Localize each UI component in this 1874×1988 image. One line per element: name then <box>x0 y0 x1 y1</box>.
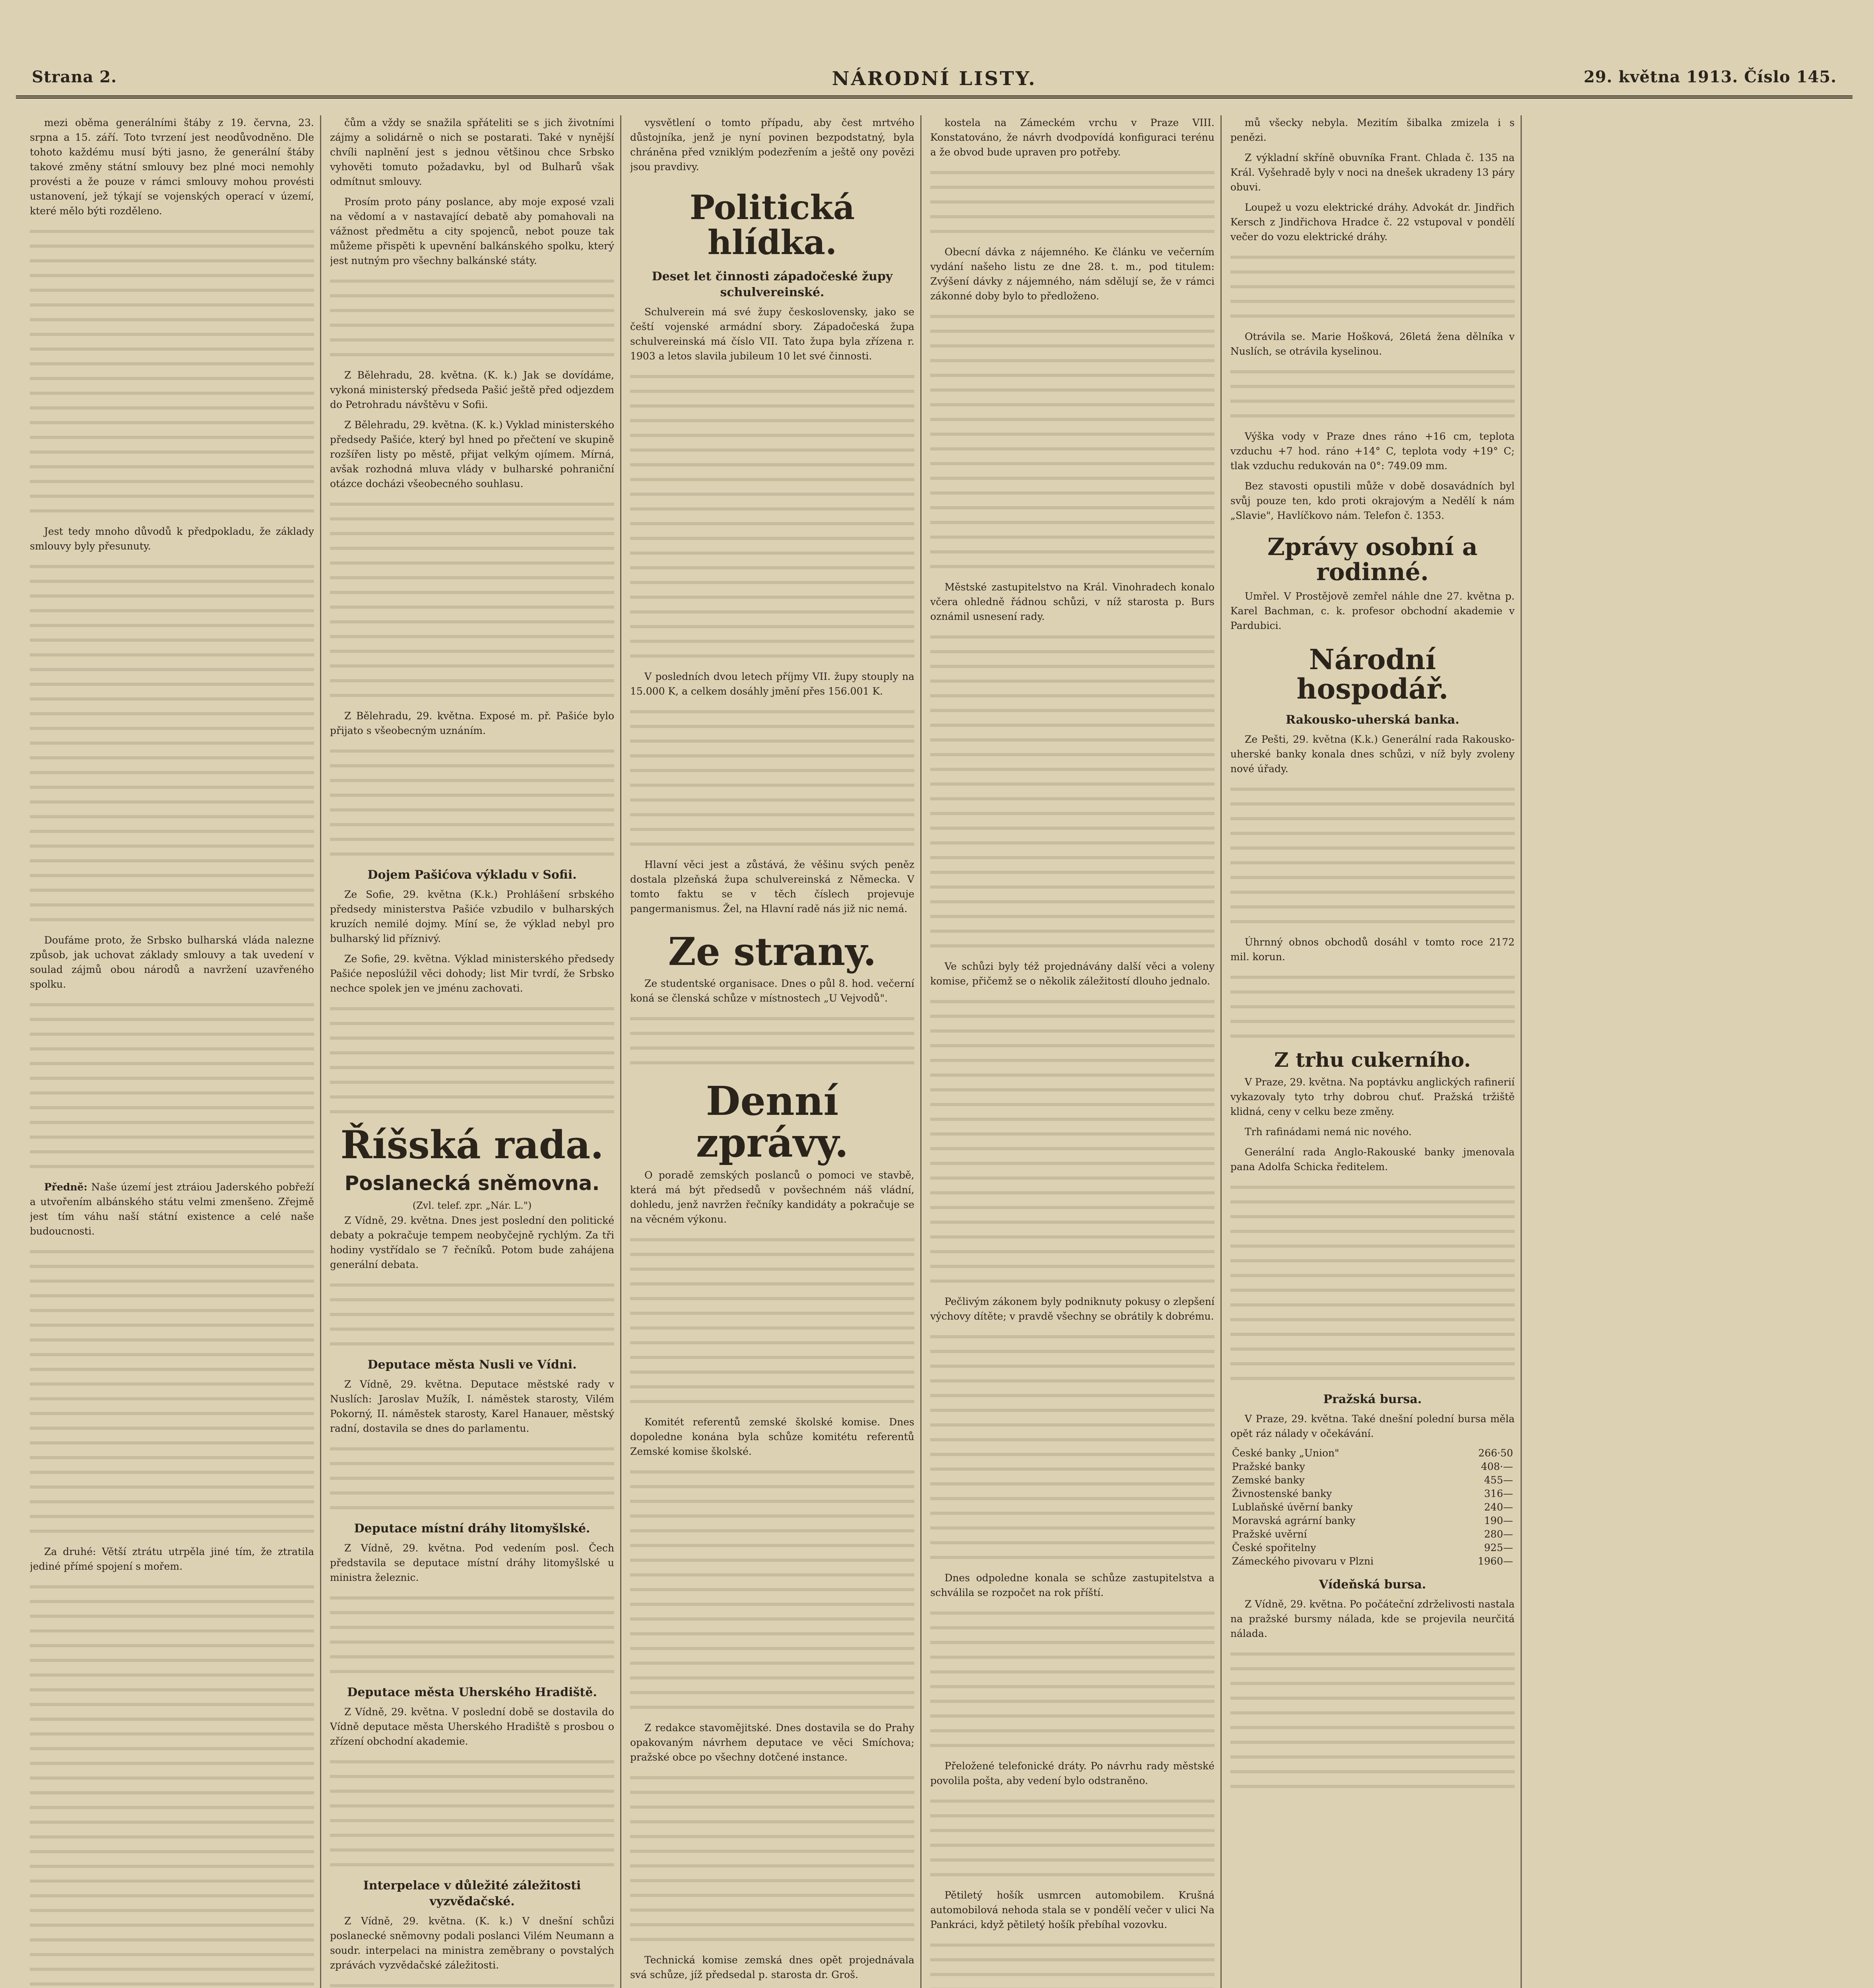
column-4 <box>930 115 1214 1988</box>
article-paragraph: Otrávila se. Marie Hošková, 26letá žena dělníka v Nuslích, se otrávila kyselinou. <box>1230 331 1515 357</box>
article-paragraph: Dnes odpoledne konala se schůze zastupitelstva a schválila se rozpočet na rok příští. <box>930 1572 1214 1598</box>
article-paragraph: Z výkladní skříně obuvníka Frant. Chlada č. 135 na Král. Vyšehradě byly v noci na dnešek ukradeny 13 páry obuvi. <box>1230 152 1515 193</box>
text-lines <box>930 1000 1214 1283</box>
text-lines <box>330 280 614 356</box>
column-2 <box>330 115 614 1988</box>
article-paragraph: Generální rada Anglo-Rakouské banky jmenovala pana Adolfa Schicka ředitelem. <box>1230 1146 1515 1173</box>
masthead <box>16 60 1853 99</box>
section-note: (Zvl. telef. zpr. „Nár. L.") <box>412 1200 532 1211</box>
article-paragraph: Ze Sofie, 29. května. Výklad ministerského předsedy Pašiće neposlúžil věci dohody; list Mir tvrdí, že Srbsko nechce spolek jen ve jménu zachovati. <box>330 953 614 994</box>
text-lines <box>1230 788 1515 923</box>
text-lines <box>1230 1652 1515 1788</box>
article-paragraph: Ze Sofie, 29. května (K.k.) Prohlášení srbského předsedy ministerstva Pašiće vzbudilo v bulharských kruzích nemilé dojmy. Míní se, že výklad nebyl pro bulharský lid příznivý. <box>330 889 614 944</box>
article-paragraph: Pečlivým zákonem byly podniknuty pokusy o zlepšení výchovy dítěte; v pravdě všechny se obrátily k dobrému. <box>930 1296 1214 1322</box>
text-lines <box>30 1250 314 1533</box>
table-row <box>1230 1487 1515 1501</box>
section-heading: Deputace města Nusli ve Vídni. <box>367 1357 577 1372</box>
text-lines <box>1230 976 1515 1038</box>
text-lines <box>30 1585 314 1986</box>
stock-value: 266·50 <box>1478 1447 1513 1459</box>
article-paragraph: Pětiletý hošík usmrcen automobilem. Krušná automobilová nehoda stala se v pondělí večer v ulici Na Pankráci, když pětiletý hošík přebíhal vozovku. <box>930 1889 1214 1930</box>
column-rule <box>920 115 921 1988</box>
column-rule <box>320 115 321 1988</box>
section-heading: Deputace místní dráhy litomyšlské. <box>354 1521 590 1536</box>
article-paragraph: O poradě zemských poslanců o pomoci ve stavbě, která má být předsedů v povšechném náš vládní, dohledu, jenž navržen řečníky kandidáty a pokračuje se na věcném výkonu. <box>630 1169 914 1225</box>
stock-name: České banky „Union" <box>1232 1447 1339 1459</box>
text-lines <box>330 1447 614 1509</box>
article-paragraph: V Praze, 29. května. Na poptávku anglických rafinerií vykazovaly tyto trhy dobrou chuť. Pražská tržiště klidná, ceny v celku beze změny. <box>1230 1076 1515 1117</box>
text-lines <box>30 1003 314 1168</box>
article-paragraph: čům a vždy se snažila spřáteliti se s jich životními zájmy a solidárně o nich se postarati. Také v nynější chvíli naplnění jest s jednou většinou chce Srbsko vyhověti tomuto požadavku, byl od Bulharů však odmítnut smlouvy. <box>330 117 614 187</box>
paragraph-lead: Předně: <box>44 1181 87 1193</box>
text-lines <box>930 1800 1214 1876</box>
newspaper-title: NÁRODNÍ LISTY. <box>832 68 1037 90</box>
text-lines <box>330 749 614 856</box>
article-paragraph: Z Vídně, 29. května. V poslední době se dostavila do Vídně deputace města Uherského Hradiště s prosbou o zřízení obchodní akademie. <box>330 1706 614 1747</box>
text-lines <box>330 503 614 697</box>
text-lines <box>630 1470 914 1709</box>
issue-date: 29. května 1913. Číslo 145. <box>1583 68 1837 86</box>
section-heading: Deputace města Uherského Hradiště. <box>347 1685 597 1699</box>
text-lines <box>630 1776 914 1941</box>
article-paragraph: Z Vídně, 29. května. Dnes jest poslední den politické debaty a pokračuje tempem neobyčejně rychlým. Za tři hodiny vystřídalo se 7 řečníků. Potom bude zahájena generální debata. <box>330 1214 614 1270</box>
section-heading: Deset let činnosti západočeské župy schulvereinské. <box>652 270 893 300</box>
stock-value: 240— <box>1484 1501 1513 1513</box>
section-heading: Rakousko-uherská banka. <box>1286 713 1459 727</box>
table-row <box>1230 1474 1515 1487</box>
text-lines <box>930 1611 1214 1747</box>
article-paragraph: Z Bělehradu, 29. května. (K. k.) Vyklad ministerského předsedy Pašiće, který byl hned po přečtení ve skupině rozšířen listy po městě, přijat velkým ojímem. Mírná, avšak rozhodná mluva vlády v bulharské pohraniční otázce docházi všeobecného souhlasu. <box>330 419 614 489</box>
stock-name: Pražské uvěrní <box>1232 1528 1307 1540</box>
section-heading: Vídeňská bursa. <box>1319 1577 1426 1592</box>
article-paragraph: Schulverein má své župy československy, jako se čeští vojenské armádní sbory. Západočeská župa schulvereinská má číslo VII. Tato župa byla zřízena r. 1903 a letos slavila jubileum 10 let své činnosti. <box>630 306 914 362</box>
text-lines <box>330 1596 614 1673</box>
text-lines <box>930 635 1214 947</box>
article-paragraph: Z Vídně, 29. května. Deputace městské rady v Nuslích: Jaroslav Mužík, I. náměstek starosty, Vilém Pokorný, II. náměstek starosty, Karel Hanauer, městský radní, dostavila se dnes do parlamentu. <box>330 1378 614 1434</box>
article-paragraph: Výška vody v Praze dnes ráno +16 cm, teplota vzduchu +7 hod. ráno +14° C, teplota vody +19° C; tlak vzduchu redukován na 0°: 749.09 mm. <box>1230 431 1515 472</box>
article-paragraph: V Praze, 29. května. Také dnešní polední bursa měla opět ráz nálady v očekávání. <box>1230 1413 1515 1439</box>
stock-name: Zemské banky <box>1232 1474 1305 1486</box>
text-lines <box>630 710 914 846</box>
stock-value: 925— <box>1484 1541 1513 1553</box>
stock-name: Lublaňské úvěrní banky <box>1232 1501 1353 1513</box>
article-paragraph: Z Vídně, 29. května. Po počáteční zdrželivosti nastala na pražské bursmy nálada, kde se projevila neurčitá nálada. <box>1230 1598 1515 1639</box>
article-paragraph: Doufáme proto, že Srbsko bulharská vláda nalezne způsob, jak uchovat základy smlouvy a tak uvedení v soulad zájmů obou národů a navržení uzavřeného spolku. <box>30 934 314 990</box>
article-paragraph: Bez stavosti opustili může v době dosavádních byl svůj pouze ten, kdo proti okrajovým a Nedělí k nám „Slavie", Havlíčkovo nám. Telefon č. 1353. <box>1230 480 1515 521</box>
text-lines <box>930 1943 1214 1988</box>
article-paragraph: Z redakce stavomějitské. Dnes dostavila se do Prahy opakovaným návrhem deputace ve věci Smíchova; pražské obce po všechny dotčené instance. <box>630 1722 914 1763</box>
stock-name: České spořitelny <box>1232 1541 1316 1553</box>
column-1 <box>30 115 314 1988</box>
article-paragraph: Jest tedy mnoho důvodů k předpokladu, že základy smlouvy byly přesunuty. <box>30 526 314 552</box>
stock-value: 408·— <box>1481 1460 1513 1472</box>
text-lines <box>930 171 1214 233</box>
article-paragraph: Ze Pešti, 29. května (K.k.) Generální rada Rakousko-uherské banky konala dnes schůzi, v níž byly zvoleny nové úřady. <box>1230 734 1515 775</box>
article-paragraph: Loupež u vozu elektrické dráhy. Advokát dr. Jindřich Kersch z Jindřichova Hradce č. 22 vstupoval v pondělí večer do vozu elektrické dráhy. <box>1230 202 1515 243</box>
article-paragraph: Přeložené telefonické dráty. Po návrhu rady městské povolila pošta, aby vedení bylo odstraněno. <box>930 1760 1214 1786</box>
text-lines <box>630 375 914 658</box>
section-heading: Pražská bursa. <box>1323 1392 1422 1406</box>
section-title: Ze strany. <box>668 929 877 975</box>
text-lines <box>630 1017 914 1064</box>
text-lines <box>330 1283 614 1345</box>
table-row <box>1230 1555 1515 1568</box>
stock-name: Pražské banky <box>1232 1460 1305 1472</box>
article-paragraph: mezi oběma generálními štáby z 19. června, 23. srpna a 15. září. Toto tvrzení jest neodůvodněno. Dle tohoto každému musí býti jasno, že generální štáby takové změny státní smlouvy bez plné moci nemohly provésti a že pouze v rámci smlouvy mohou provésti ustanovení, jež týkají se vojenských operací v území, které mělo býti rozděleno. <box>30 117 314 217</box>
text-lines <box>330 1760 614 1866</box>
article-paragraph: Trh rafinádami nemá nic nového. <box>1245 1126 1412 1138</box>
article-paragraph: Z Vídně, 29. května. (K. k.) V dnešní schůzi poslanecké sněmovny podali poslanci Vilém Neumann a soudr. interpelaci na ministra zeměbrany o povstalých zprávách vyzvědačské záležitosti. <box>330 1915 614 1971</box>
text-lines <box>330 1984 614 1988</box>
page-margin <box>1531 115 1853 1988</box>
section-title: Denní zprávy. <box>696 1077 849 1167</box>
stock-value: 1960— <box>1478 1555 1513 1567</box>
article-paragraph: Technická komise zemská dnes opět projednávala svá schůze, jíž předsedal p. starosta dr. Groš. <box>630 1954 914 1981</box>
article-paragraph: vysvětlení o tomto případu, aby čest mrtvého důstojníka, jenž je nyní povinen bezpodstatný, byla chráněna před vzniklým podezřením a ještě ony povězi jsou pravdivy. <box>630 117 914 173</box>
section-title: Z trhu cukerního. <box>1274 1048 1471 1072</box>
article-paragraph: Z Bělehradu, 29. května. Exposé m. př. Pašiće bylo přijato s všeobecným uznáním. <box>330 710 614 736</box>
article-paragraph: Městské zastupitelstvo na Král. Vinohradech konalo včera ohledně řádnou schůzi, v níž starosta p. Burs oznámil usnesení rady. <box>930 581 1214 622</box>
stock-name: Živnostenské banky <box>1232 1487 1332 1499</box>
stock-value: 455— <box>1484 1474 1513 1486</box>
column-3 <box>630 115 914 1988</box>
section-subtitle: Poslanecká sněmovna. <box>344 1171 600 1195</box>
stock-name: Zámeckého pivovaru v Plzni <box>1232 1555 1374 1567</box>
section-heading: Interpelace v důležité záležitosti vyzvědačské. <box>363 1878 581 1908</box>
article-paragraph: Hlavní věci jest a zůstává, že věšinu svých peněz dostala plzeňská župa schulvereinská z Německa. V tomto faktu se v těch číslech projevuje pangermanismus. Žel, na Hlavní radě nás již nic nemá. <box>630 859 914 915</box>
article-paragraph: Za druhé: Větší ztrátu utrpěla jiné tím, že ztratila jediné přímé spojení s mořem. <box>30 1546 314 1572</box>
text-lines <box>1230 370 1515 417</box>
table-row <box>1230 1460 1515 1474</box>
stock-value: 190— <box>1484 1514 1513 1526</box>
text-lines <box>630 1238 914 1403</box>
text-lines <box>930 1335 1214 1559</box>
table-row <box>1230 1528 1515 1541</box>
section-title: Zprávy osobní a rodinné. <box>1267 533 1478 586</box>
article-paragraph: Komitét referentů zemské školské komise. Dnes dopoledne konána byla schůze komitétu referentů Zemské komise školské. <box>630 1416 914 1458</box>
text-lines <box>30 230 314 513</box>
table-row <box>1230 1446 1515 1460</box>
section-title: Národní hospodář. <box>1296 643 1449 705</box>
article-paragraph: V posledních dvou letech příjmy VII. župy stouply na 15.000 K, a celkem dosáhly jmění přes 156.001 K. <box>630 671 914 697</box>
section-heading: Dojem Pašićova výkladu v Sofii. <box>367 868 577 882</box>
article-paragraph: Úhrnný obnos obchodů dosáhl v tomto roce 2172 mil. korun. <box>1230 936 1515 963</box>
article-paragraph: Ze studentské organisace. Dnes o půl 8. hod. večerní koná se členská schůze v místnostech „U Vejvodů". <box>630 978 914 1004</box>
text-lines <box>1230 1186 1515 1380</box>
section-title: Říšská rada. <box>340 1122 604 1167</box>
text-lines <box>1230 256 1515 318</box>
column-5 <box>1230 115 1515 1988</box>
stock-value: 316— <box>1484 1487 1513 1499</box>
table-row <box>1230 1514 1515 1528</box>
article-paragraph: Ve schůzi byly též projednávány další věci a voleny komise, přičemž se o několik záležitostí dlouho jednalo. <box>930 961 1214 987</box>
article-paragraph: mů všecky nebyla. Mezitím šibalka zmizela i s penězi. <box>1230 117 1515 143</box>
column-rule <box>1220 115 1222 1988</box>
text-lines <box>30 565 314 921</box>
article-paragraph: kostela na Zámeckém vrchu v Praze VIII. Konstatováno, že návrh dvodpovídá konfiguraci terénu a že obvod bude upraven pro potřeby. <box>930 117 1214 158</box>
text-lines <box>330 1007 614 1113</box>
section-title: Politická hlídka. <box>689 188 855 262</box>
article-paragraph: Z Bělehradu, 28. května. (K. k.) Jak se dovídáme, vykoná ministerský předseda Pašić ještě před odjezdem do Petrohradu návštěvu v Sofii. <box>330 369 614 410</box>
stock-table <box>1230 1446 1515 1568</box>
article-paragraph: Prosím proto pány poslance, aby moje exposé vzali na vědomí a v nastavající debatě aby pomahovali na vážnost předmětu a city spojenců, nebot pouze tak můžeme přispěti k upevnění balkánského spolku, který jest nutným pro všechny balkánské státy. <box>330 196 614 266</box>
table-row <box>1230 1501 1515 1514</box>
stock-value: 280— <box>1484 1528 1513 1540</box>
column-rule <box>620 115 621 1988</box>
column-rule <box>1521 115 1522 1988</box>
article-paragraph: Předně: Naše území jest ztráiou Jaderského pobřeží a utvořením albánského státu velmi zmenšeno. Zřejmě jest tím váhu naší státní existence a celé naše budoucnosti. <box>30 1181 314 1237</box>
article-paragraph: Z Vídně, 29. května. Pod vedením posl. Čech představila se deputace místní dráhy litomyšlské u ministra železnic. <box>330 1542 614 1583</box>
page-number: Strana 2. <box>32 68 117 86</box>
text-lines <box>930 315 1214 568</box>
article-paragraph: Obecní dávka z nájemného. Ke článku ve večerním vydání našeho listu ze dne 28. t. m., pod titulem: Zvýšení dávky z nájemného, nám sdělují se, že v rámci zákonné doby bylo to předloženo. <box>930 246 1214 302</box>
article-paragraph: Umřel. V Prostějově zemřel náhle dne 27. května p. Karel Bachman, c. k. profesor obchodní akademie v Pardubici. <box>1230 590 1515 631</box>
stock-name: Moravská agrární banky <box>1232 1514 1356 1526</box>
table-row <box>1230 1541 1515 1555</box>
